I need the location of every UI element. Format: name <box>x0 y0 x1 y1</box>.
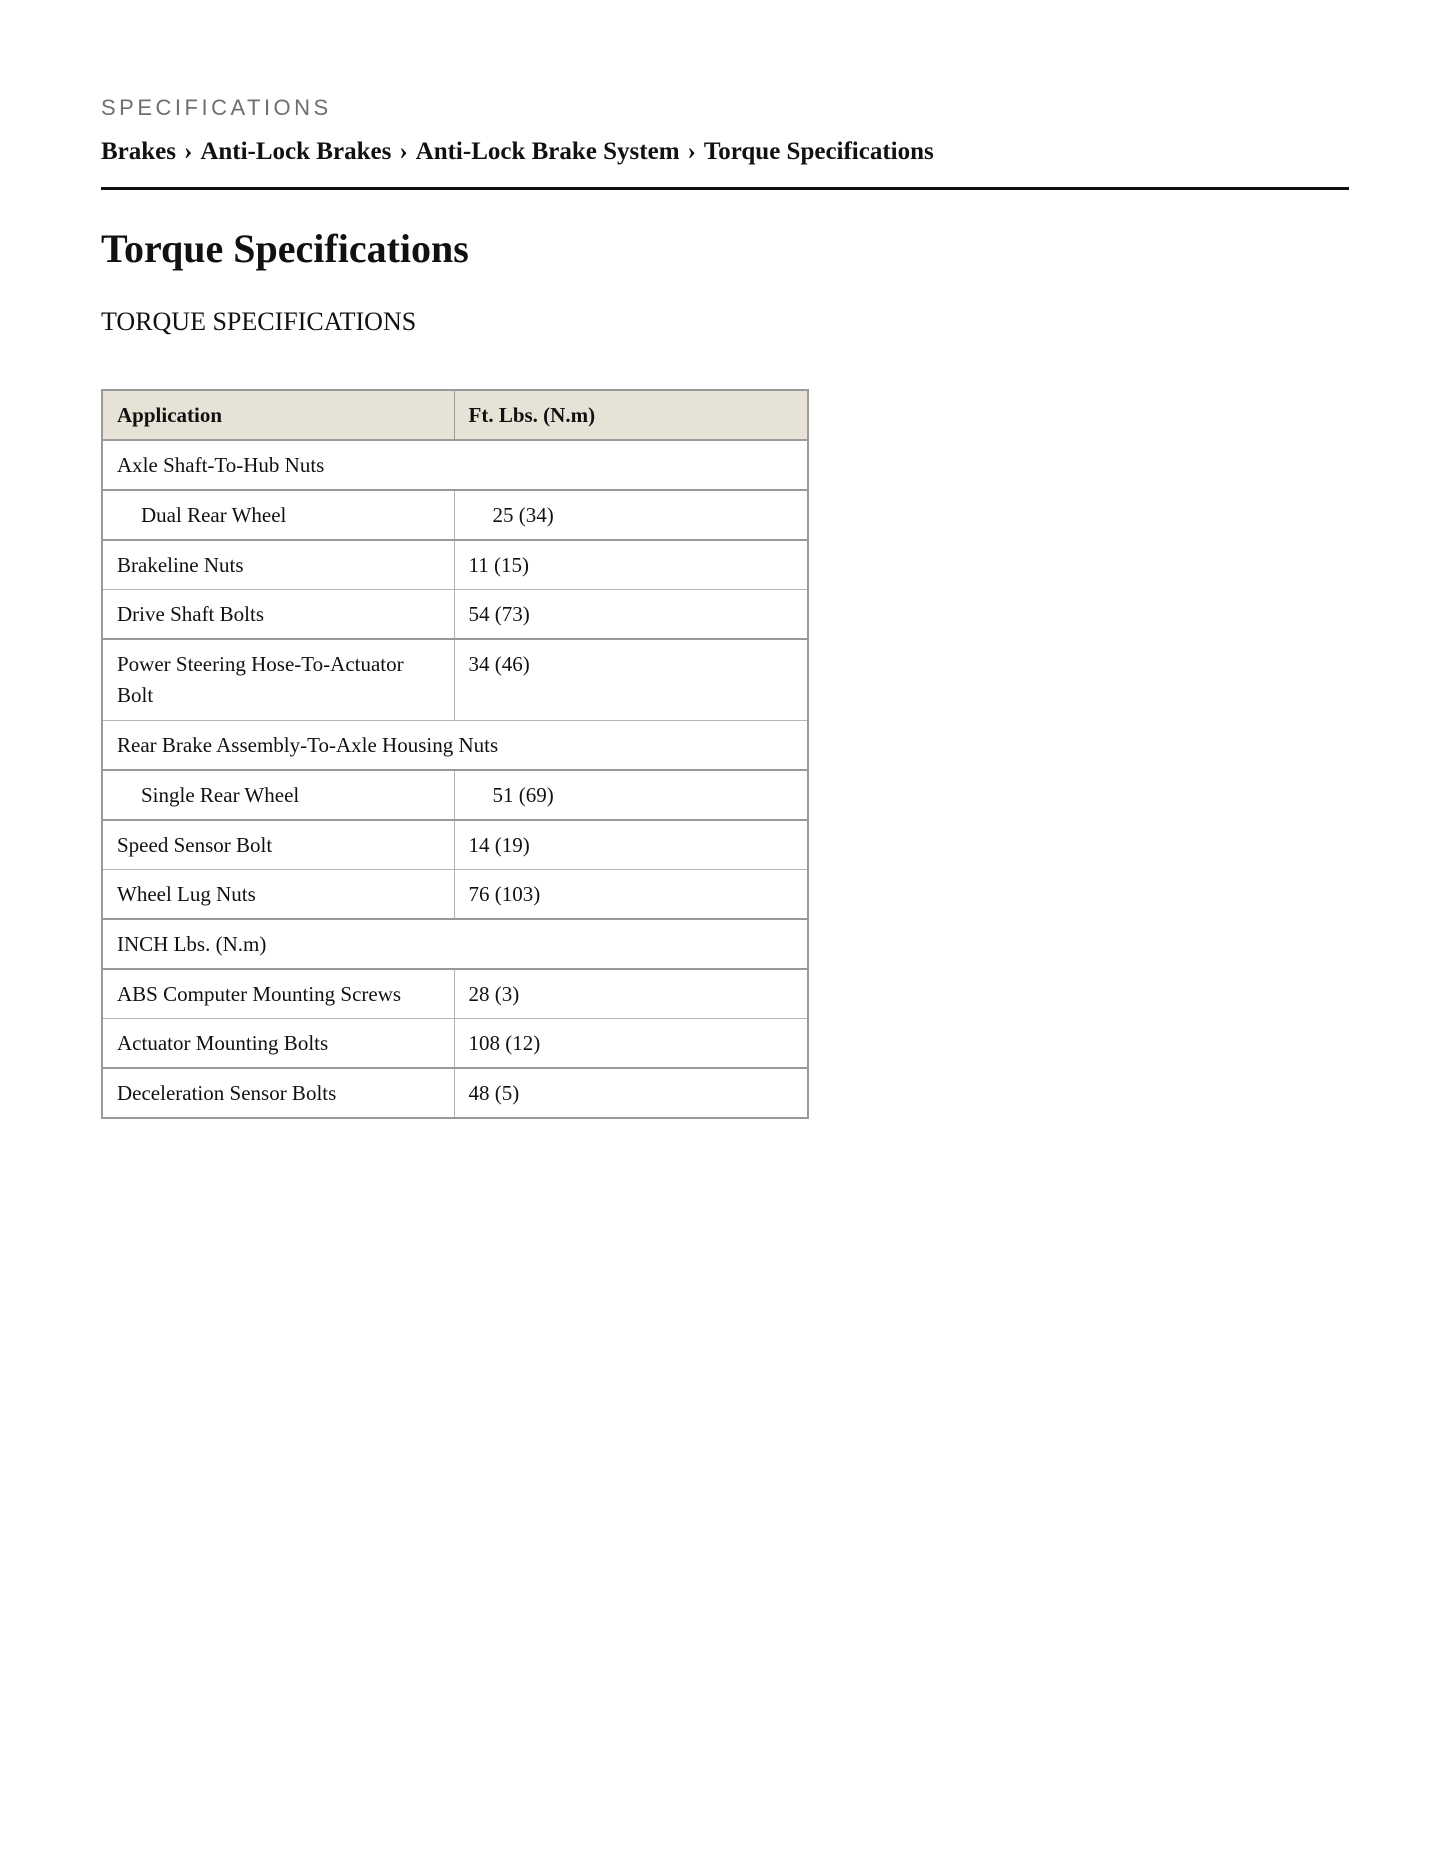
page-title: Torque Specifications <box>101 226 469 271</box>
table-row <box>102 590 808 640</box>
breadcrumb-item-brakes[interactable]: Brakes <box>101 138 176 165</box>
breadcrumb-item-anti-lock-brakes[interactable]: Anti-Lock Brakes <box>200 138 392 165</box>
breadcrumb <box>101 138 934 166</box>
application-cell: Speed Sensor Bolt <box>102 820 454 870</box>
breadcrumb-separator: › <box>184 138 193 165</box>
group-label: Rear Brake Assembly-To-Axle Housing Nuts <box>102 721 808 771</box>
table-group-row <box>102 440 808 490</box>
value-cell: 54 (73) <box>454 590 808 640</box>
table-row <box>102 770 808 820</box>
application-cell: Single Rear Wheel <box>102 770 454 820</box>
value-cell: 76 (103) <box>454 870 808 920</box>
application-cell: Deceleration Sensor Bolts <box>102 1068 454 1118</box>
value-cell: 14 (19) <box>454 820 808 870</box>
section-label: SPECIFICATIONS <box>101 95 332 120</box>
application-cell: Wheel Lug Nuts <box>102 870 454 920</box>
table-row <box>102 1019 808 1069</box>
breadcrumb-item-anti-lock-brake-system[interactable]: Anti-Lock Brake System <box>415 138 680 165</box>
application-cell: Power Steering Hose-To-Actuator Bolt <box>102 639 454 721</box>
section-subtitle: TORQUE SPECIFICATIONS <box>101 307 417 336</box>
header-divider <box>101 187 1349 190</box>
column-header-application: Application <box>102 390 454 440</box>
value-cell: 28 (3) <box>454 969 808 1019</box>
breadcrumb-separator: › <box>687 138 696 165</box>
application-cell: Brakeline Nuts <box>102 540 454 590</box>
group-label: INCH Lbs. (N.m) <box>102 919 808 969</box>
application-cell: Actuator Mounting Bolts <box>102 1019 454 1069</box>
table-row <box>102 639 808 721</box>
table-group-row <box>102 721 808 771</box>
table-row <box>102 540 808 590</box>
table-group-row <box>102 919 808 969</box>
value-cell: 48 (5) <box>454 1068 808 1118</box>
value-cell: 108 (12) <box>454 1019 808 1069</box>
torque-spec-table <box>101 389 809 1119</box>
value-cell: 11 (15) <box>454 540 808 590</box>
value-cell: 51 (69) <box>454 770 808 820</box>
application-cell: Drive Shaft Bolts <box>102 590 454 640</box>
value-cell: 34 (46) <box>454 639 808 721</box>
table-header-row <box>102 390 808 440</box>
table-row <box>102 969 808 1019</box>
table-row <box>102 490 808 540</box>
breadcrumb-separator: › <box>399 138 408 165</box>
breadcrumb-item-torque-specifications: Torque Specifications <box>703 138 934 165</box>
application-cell: ABS Computer Mounting Screws <box>102 969 454 1019</box>
group-label: Axle Shaft-To-Hub Nuts <box>102 440 808 490</box>
application-cell: Dual Rear Wheel <box>102 490 454 540</box>
value-cell: 25 (34) <box>454 490 808 540</box>
table-row <box>102 820 808 870</box>
table-row <box>102 1068 808 1118</box>
column-header-value: Ft. Lbs. (N.m) <box>454 390 808 440</box>
table-row <box>102 870 808 920</box>
